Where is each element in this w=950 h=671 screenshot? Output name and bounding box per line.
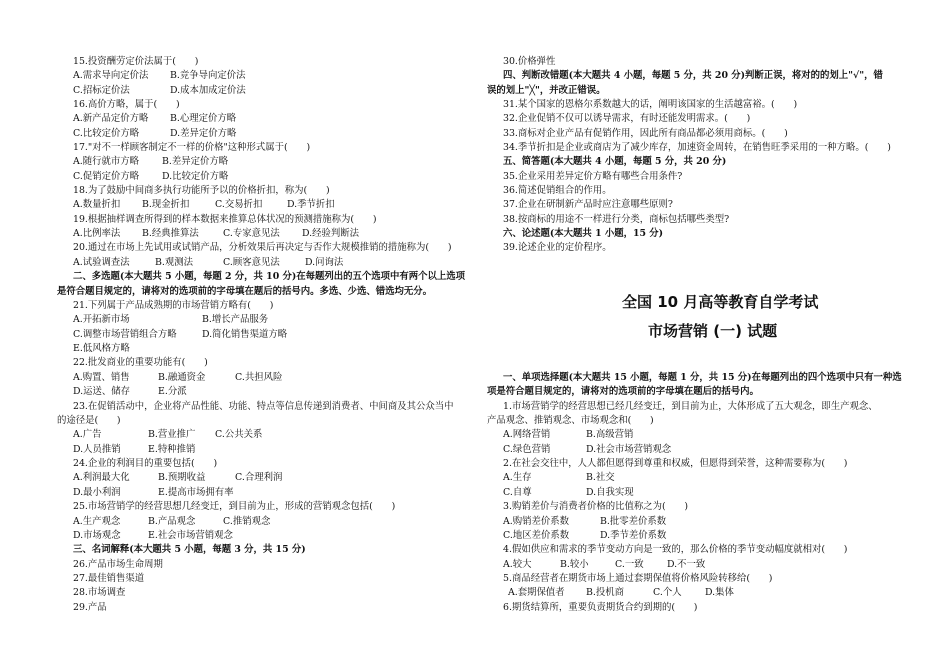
question-3: 3.购销差价与消费者价格的比值称之为( ) (503, 501, 689, 512)
question-36: 36.简述促销组合的作用。 (503, 185, 612, 196)
question-24: 24.企业的利润目的重要包括( ) (73, 458, 218, 469)
option: D.差异定价方略 (170, 128, 237, 139)
option: B.较小 (560, 559, 589, 570)
option: B.批零差价系数 (600, 516, 667, 527)
option: A.随行就市方略 (73, 156, 140, 167)
option: B.投机商 (586, 587, 624, 598)
option: A.广告 (73, 429, 102, 440)
exam-subject-title: 市场营销 (一) 试题 (648, 322, 778, 340)
question-5: 5.商品经营者在期货市场上通过套期保值将价格风险转移给( ) (503, 573, 773, 584)
question-20: 20.通过在市场上先试用或试销产品，分析效果后再决定与否作大规模推销的措施称为( ) (73, 242, 452, 253)
question-22: 22.批发商业的重要功能有( ) (73, 357, 208, 368)
option: E.低风格方略 (73, 343, 130, 354)
question-19: 19.根据抽样调查所得到的样本数据来推算总体状况的预测措施称为( ) (73, 214, 377, 225)
option: D.最小利润 (73, 487, 121, 498)
option: A.比例率法 (73, 228, 121, 239)
question-30: 30.价格弹性 (503, 56, 556, 67)
option: C.顾客意见法 (223, 257, 280, 268)
option: A.生产观念 (73, 516, 121, 527)
section-2-heading: 二、多选题(本大题共 5 小题，每题 2 分，共 10 分)在每题列出的五个选项中有两个以上选项 (73, 271, 466, 282)
section-6-heading: 六、论述题(本大题共 1 小题，15 分) (503, 228, 664, 239)
option: D.社会市场营销观念 (586, 444, 672, 455)
option: C.公共关系 (215, 429, 263, 440)
option: B.心理定价方略 (170, 113, 237, 124)
option: B.高级营销 (586, 429, 634, 440)
question-37: 37.企业在研制新产品时应注意哪些原则? (503, 199, 673, 210)
option: A.较大 (503, 559, 532, 570)
option: A.利润最大化 (73, 472, 130, 483)
option: B.产品观念 (148, 516, 196, 527)
question-1: 1.市场营销学的经营思想已经几经变迁，到目前为止，大体形成了五大观念，即生产观念、 (503, 401, 878, 412)
question-25: 25.市场营销学的经营思想几经变迁，到目前为止，形成的营销观念包括( ) (73, 501, 396, 512)
option: E.社会市场营销观念 (148, 530, 233, 541)
option: B.社交 (586, 472, 615, 483)
option: D.问询法 (305, 257, 344, 268)
option: B.融通资金 (158, 372, 206, 383)
section-4-heading-cont: 误的划上"╳"，并改正错误。 (487, 85, 606, 96)
question-35: 35.企业采用差异定价方略有哪些合用条件? (503, 171, 683, 182)
option: A.购置、销售 (73, 372, 130, 383)
option: A.生存 (503, 472, 532, 483)
question-6: 6.期货结算所，重要负责期货合约到期的( ) (503, 602, 698, 613)
question-29: 29.产品 (73, 602, 107, 613)
question-27: 27.最佳销售渠道 (73, 573, 145, 584)
question-4: 4.假如供应和需求的季节变动方向是一致的，那么价格的季节变动幅度就相对( ) (503, 544, 848, 555)
section-3-heading: 三、名词解释(本大题共 5 小题，每题 3 分，共 15 分) (73, 544, 306, 555)
option: A.需求导向定价法 (73, 70, 149, 81)
option: C.自尊 (503, 487, 532, 498)
option: C.合理利润 (235, 472, 283, 483)
question-15: 15.投资酬劳定价法属于( ) (73, 56, 199, 67)
question-2: 2.在社会交往中，人人都但愿得到尊重和权威，但愿得到荣誉，这种需要称为( ) (503, 458, 848, 469)
option: D.成本加成定价法 (170, 85, 246, 96)
section-1-heading: 一、单项选择题(本大题共 15 小题，每题 1 分，共 15 分)在每题列出的四个选项中只有一种选 (503, 372, 902, 383)
option: E.特种推销 (148, 444, 196, 455)
option: B.竞争导向定价法 (170, 70, 246, 81)
option: C.共担风险 (235, 372, 283, 383)
question-33: 33.商标对企业产品有促销作用，因此所有商品都必须用商标。( ) (503, 128, 788, 139)
question-28: 28.市场调查 (73, 587, 126, 598)
option: B.差异定价方略 (162, 156, 229, 167)
question-21: 21.下列属于产品成熟期的市场营销方略有( ) (73, 300, 274, 311)
section-4-heading: 四、判断改错题(本大题共 4 小题，每题 5 分，共 20 分)判断正误，将对的的划上"√"，错 (503, 70, 883, 81)
option: C.招标定价法 (73, 85, 130, 96)
option: A.开拓新市场 (73, 314, 130, 325)
question-38: 38.按商标的用途不一样进行分类，商标包括哪些类型? (503, 214, 730, 225)
option: D.运送、储存 (73, 386, 131, 397)
option: B.营业推广 (148, 429, 196, 440)
option: B.经典推算法 (142, 228, 199, 239)
option: A.新产品定价方略 (73, 113, 149, 124)
option: A.数量折扣 (73, 199, 121, 210)
option: B.现金折扣 (142, 199, 190, 210)
option: A.网络营销 (503, 429, 551, 440)
option: E.提高市场拥有率 (158, 487, 234, 498)
option: C.专家意见法 (223, 228, 280, 239)
option: A.试验调查法 (73, 257, 130, 268)
option: D.简化销售渠道方略 (202, 329, 288, 340)
option: C.地区差价系数 (503, 530, 570, 541)
option: C.促销定价方略 (73, 171, 140, 182)
section-2-heading-cont: 是符合题目规定的，请将对的选项前的字母填在题后的括号内。多选、少选、错选均无分。 (57, 286, 433, 297)
question-17: 17."对不一样顾客制定不一样的价格"这种形式属于( ) (73, 142, 311, 153)
option: D.不一致 (667, 559, 706, 570)
option: D.经验判断法 (302, 228, 360, 239)
question-23-cont: 的途径是( ) (57, 415, 121, 426)
option: D.集体 (705, 587, 734, 598)
question-23: 23.在促销活动中，企业将产品性能、功能、特点等信息传递到消费者、中间商及其公众当中 (73, 401, 454, 412)
section-1-heading-cont: 项是符合题目规定的，请将对的选项前的字母填在题后的括号内。 (487, 386, 759, 397)
option: D.比较定价方略 (162, 171, 229, 182)
option: C.调整市场营销组合方略 (73, 329, 177, 340)
question-18: 18.为了鼓励中间商多执行功能所予以的价格折扣，称为( ) (73, 185, 330, 196)
section-5-heading: 五、简答题(本大题共 4 小题，每题 5 分，共 20 分) (503, 156, 727, 167)
question-34: 34.季节折扣是企业或商店为了减少库存，加速资金周转，在销售旺季采用的一种方略。( ) (503, 142, 891, 153)
option: C.推销观念 (223, 516, 271, 527)
option: E.分派 (158, 386, 187, 397)
question-31: 31.某个国家的恩格尔系数越大的话，阐明该国家的生活越富裕。( ) (503, 99, 798, 110)
option: A.购销差价系数 (503, 516, 570, 527)
option: C.绿色营销 (503, 444, 551, 455)
option: D.市场观念 (73, 530, 121, 541)
option: A.套期保值者 (508, 587, 565, 598)
option: C.交易折扣 (215, 199, 263, 210)
option: D.季节差价系数 (600, 530, 667, 541)
option: D.季节折扣 (287, 199, 335, 210)
question-16: 16.高价方略，属于( ) (73, 99, 180, 110)
question-1-cont: 产品观念、推销观念、市场观念和( ) (487, 415, 654, 426)
option: B.增长产品服务 (202, 314, 269, 325)
option: D.人员推销 (73, 444, 121, 455)
option: B.观测法 (155, 257, 193, 268)
option: C.比较定价方略 (73, 128, 140, 139)
option: D.自我实现 (586, 487, 634, 498)
question-32: 32.企业促销不仅可以诱导需求，有时还能发明需求。( ) (503, 113, 751, 124)
question-26: 26.产品市场生命周期 (73, 559, 163, 570)
option: C.一致 (615, 559, 644, 570)
option: C.个人 (653, 587, 682, 598)
option: B.预期收益 (158, 472, 206, 483)
question-39: 39.论述企业的定价程序。 (503, 242, 612, 253)
exam-title: 全国 10 月高等教育自学考试 (622, 293, 819, 311)
